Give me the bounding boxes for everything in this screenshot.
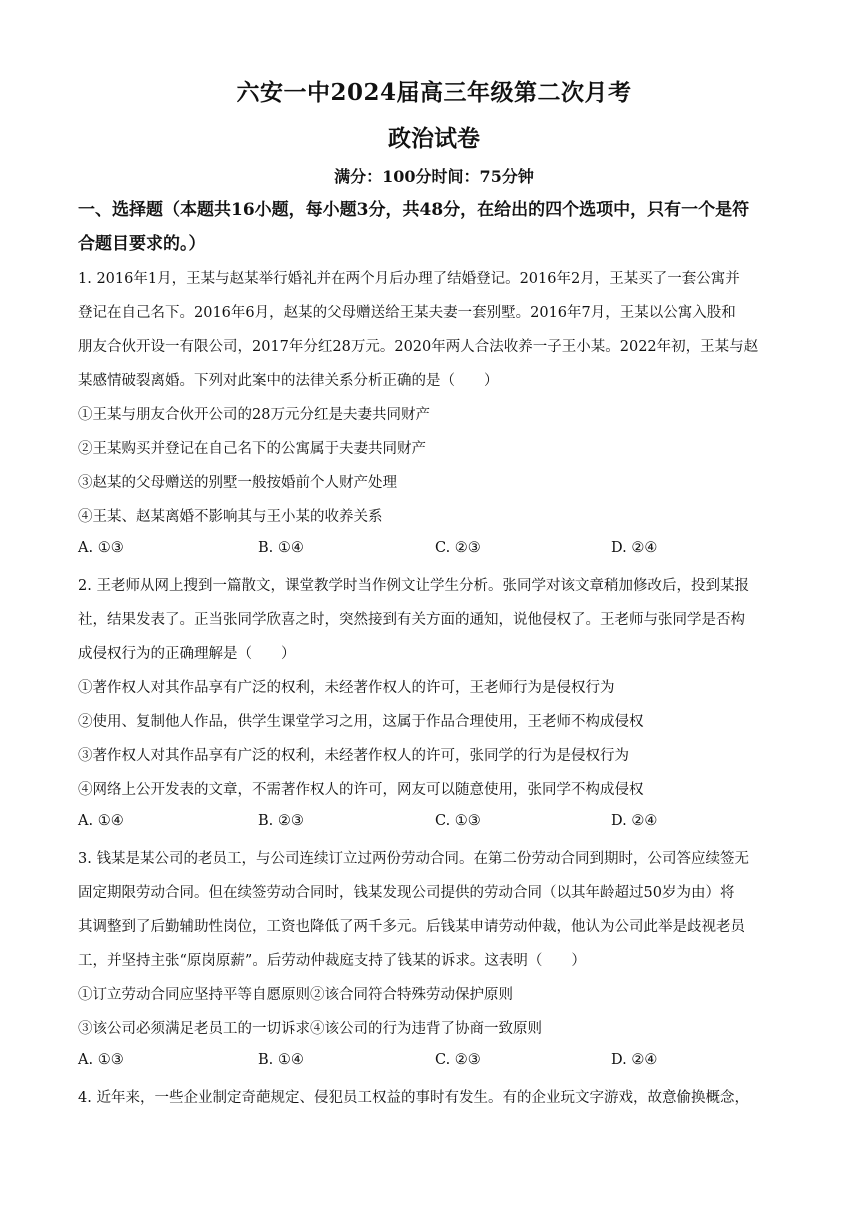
exam-title: 六安一中2024届高三年级第二次月考 xyxy=(236,79,632,106)
question-1-text: 1. 2016年1月，王某与赵某举行婚礼并在两个月后办理了结婚登记。2016年2月，王某买了一套公寓并 xyxy=(78,271,740,287)
question-4-text: 4. 近年来，一些企业制定奇葩规定、侵犯员工权益的事时有发生。有的企业玩文字游戏，故意偷换概念， xyxy=(78,1090,749,1106)
option-b[interactable]: B. ①④ xyxy=(258,540,304,556)
question-3-text: 3. 钱某是某公司的老员工，与公司连续订立过两份劳动合同。在第二份劳动合同到期时，公司答应续签无 xyxy=(78,851,749,867)
question-2-text: 2. 王老师从网上搜到一篇散文，课堂教学时当作例文让学生分析。张同学对该文章稍加修改后，投到某报 xyxy=(78,578,749,594)
option-b[interactable]: B. ②③ xyxy=(258,813,304,829)
question-2-item: ②使用、复制他人作品，供学生课堂学习之用，这属于作品合理使用，王老师不构成侵权 xyxy=(78,714,644,730)
question-2-text: 成侵权行为的正确理解是（ ） xyxy=(78,646,296,662)
question-3-item: ③该公司必须满足老员工的一切诉求④该公司的行为违背了协商一致原则 xyxy=(78,1021,542,1037)
option-a[interactable]: A. ①④ xyxy=(78,813,124,829)
question-2-item: ①著作权人对其作品享有广泛的权利，未经著作权人的许可，王老师行为是侵权行为 xyxy=(78,680,615,696)
section-heading-line: 一、选择题（本题共16小题，每小题3分，共48分，在给出的四个选项中，只有一个是符 xyxy=(78,200,750,220)
option-b[interactable]: B. ①④ xyxy=(258,1052,304,1068)
question-3-text: 固定期限劳动合同。但在续签劳动合同时，钱某发现公司提供的劳动合同（以其年龄超过50岁为由）将 xyxy=(78,885,735,901)
question-1-text: 朋友合伙开设一有限公司，2017年分红28万元。2020年两人合法收养一子王小某。2022年初，王某与赵 xyxy=(78,339,759,355)
exam-subject: 政治试卷 xyxy=(388,125,480,152)
question-1-text: 某感情破裂离婚。下列对此案中的法律关系分析正确的是（ ） xyxy=(78,373,499,389)
question-1-item: ③赵某的父母赠送的别墅一般按婚前个人财产处理 xyxy=(78,475,397,491)
option-d[interactable]: D. ②④ xyxy=(611,540,658,556)
option-c[interactable]: C. ②③ xyxy=(435,540,481,556)
question-1-item: ①王某与朋友合伙开公司的28万元分红是夫妻共同财产 xyxy=(78,407,430,423)
question-2-item: ③著作权人对其作品享有广泛的权利，未经著作权人的许可，张同学的行为是侵权行为 xyxy=(78,748,629,764)
score-time-info: 满分：100分时间：75分钟 xyxy=(334,167,534,186)
question-1-item: ②王某购买并登记在自己名下的公寓属于夫妻共同财产 xyxy=(78,441,426,457)
option-c[interactable]: C. ②③ xyxy=(435,1052,481,1068)
question-1-item: ④王某、赵某离婚不影响其与王小某的收养关系 xyxy=(78,509,383,525)
question-2-item: ④网络上公开发表的文章，不需著作权人的许可，网友可以随意使用，张同学不构成侵权 xyxy=(78,782,644,798)
option-c[interactable]: C. ①③ xyxy=(435,813,481,829)
question-3-text: 其调整到了后勤辅助性岗位，工资也降低了两千多元。后钱某申请劳动仲裁，他认为公司此举是歧视老员 xyxy=(78,919,745,935)
question-2-text: 社，结果发表了。正当张同学欣喜之时，突然接到有关方面的通知，说他侵权了。王老师与张同学是否构 xyxy=(78,612,745,628)
question-3-text: 工，并坚持主张“原岗原薪”。后劳动仲裁庭支持了钱某的诉求。这表明（ ） xyxy=(78,953,586,969)
option-d[interactable]: D. ②④ xyxy=(611,813,658,829)
option-d[interactable]: D. ②④ xyxy=(611,1052,658,1068)
section-heading xyxy=(78,193,796,261)
section-heading-line: 合题目要求的。） xyxy=(78,234,206,254)
question-3-item: ①订立劳动合同应坚持平等自愿原则②该合同符合特殊劳动保护原则 xyxy=(78,987,513,1003)
option-a[interactable]: A. ①③ xyxy=(78,1052,124,1068)
option-a[interactable]: A. ①③ xyxy=(78,540,124,556)
question-1-text: 登记在自己名下。2016年6月，赵某的父母赠送给王某夫妻一套别墅。2016年7月，王某以公寓入股和 xyxy=(78,305,736,321)
